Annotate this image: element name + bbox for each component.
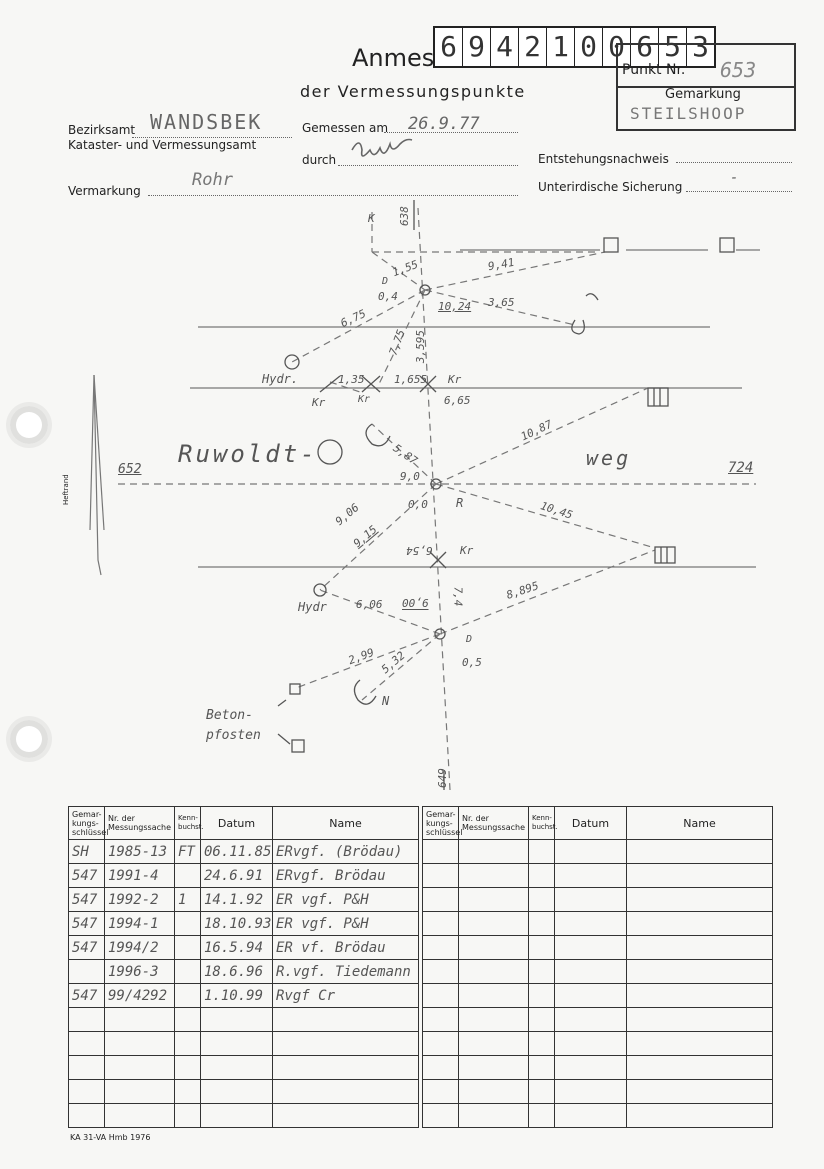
label-kr-4: Kr xyxy=(460,544,474,557)
gemessen-label: Gemessen am xyxy=(302,121,389,135)
label-775: 7,75 xyxy=(386,327,408,358)
table-cell xyxy=(459,1032,529,1056)
label-kr-1: Kr xyxy=(448,373,462,386)
table-row xyxy=(69,1104,419,1128)
kataster-label: Kataster- und Vermessungsamt xyxy=(68,138,257,152)
table-cell xyxy=(627,840,773,864)
table-cell xyxy=(423,1056,459,1080)
table-row xyxy=(423,1104,773,1128)
table-cell xyxy=(555,984,627,1008)
label-587: 5,87 xyxy=(390,441,420,468)
table-row xyxy=(423,1008,773,1032)
label-3595: 3,595 xyxy=(414,329,428,364)
table-cell xyxy=(423,1008,459,1032)
table-cell xyxy=(459,984,529,1008)
stamp-digit: 2 xyxy=(519,28,547,66)
label-135: 1,35 xyxy=(338,373,365,386)
table-cell xyxy=(105,1032,175,1056)
table-cell xyxy=(175,1080,201,1104)
table-cell xyxy=(273,1056,419,1080)
col-messungssache: Nr. der Messungssache xyxy=(105,807,175,840)
table-cell xyxy=(627,984,773,1008)
table-row xyxy=(69,984,419,1008)
table-cell xyxy=(459,864,529,888)
label-1087: 10,87 xyxy=(518,417,555,444)
stamp-digit: 5 xyxy=(659,28,687,66)
table-cell: 18.10.93 xyxy=(201,912,273,936)
table-row xyxy=(423,1056,773,1080)
point-number-value: 653 xyxy=(720,58,757,82)
table-cell xyxy=(627,1008,773,1032)
label-675: 6,75 xyxy=(338,307,369,330)
table-cell xyxy=(627,1032,773,1056)
table-cell: SH xyxy=(69,840,105,864)
vermarkung-value: Rohr xyxy=(192,170,233,190)
table-cell xyxy=(175,1056,201,1080)
table-cell xyxy=(273,1008,419,1032)
table-cell xyxy=(423,960,459,984)
label-8895: 8,895 xyxy=(504,579,541,602)
table-cell: 14.1.92 xyxy=(201,888,273,912)
table-row xyxy=(69,936,419,960)
label-1655: 1,655 xyxy=(394,373,428,386)
col-name: Name xyxy=(627,807,773,840)
table-cell xyxy=(459,888,529,912)
table-cell xyxy=(175,1104,201,1128)
label-hydr-top: Hydr. xyxy=(262,372,299,386)
table-cell xyxy=(423,840,459,864)
col-gemarkung: Gemar-kungs-schlüssel xyxy=(69,807,105,840)
table-cell: ERvgf. (Brödau) xyxy=(273,840,419,864)
table-cell: 06.11.85 xyxy=(201,840,273,864)
col-gemarkung: Gemar-kungs-schlüssel xyxy=(423,807,459,840)
table-cell xyxy=(175,1032,201,1056)
table-cell xyxy=(423,984,459,1008)
table-row xyxy=(423,1080,773,1104)
table-cell xyxy=(627,1056,773,1080)
table-cell xyxy=(423,888,459,912)
table-cell xyxy=(459,1104,529,1128)
table-cell xyxy=(423,936,459,960)
bezirksamt-label: Bezirksamt xyxy=(68,123,136,137)
table-cell xyxy=(459,936,529,960)
table-cell xyxy=(423,1032,459,1056)
table-cell xyxy=(555,1104,627,1128)
stamp-digit: 6 xyxy=(631,28,659,66)
table-cell: 1992-2 xyxy=(105,888,175,912)
label-d04-top: D xyxy=(382,276,389,287)
label-665: 6,65 xyxy=(444,394,471,407)
label-900: 9,00 xyxy=(402,596,429,609)
col-datum: Datum xyxy=(201,807,273,840)
table-cell xyxy=(529,888,555,912)
table-cell xyxy=(201,1104,273,1128)
stamp-digit: 0 xyxy=(603,28,631,66)
col-kennbuchst: Kenn-buchst. xyxy=(529,807,555,840)
table-cell xyxy=(175,1008,201,1032)
table-cell xyxy=(201,1032,273,1056)
gemarkung-label: Gemarkung xyxy=(665,87,741,102)
table-cell xyxy=(627,936,773,960)
table-row xyxy=(69,1008,419,1032)
label-d04-bot: 0,4 xyxy=(378,290,398,303)
form-footer: KA 31-VA Hmb 1976 xyxy=(70,1133,151,1142)
label-1024: 10,24 xyxy=(438,300,472,313)
table-cell xyxy=(423,864,459,888)
table-row xyxy=(69,960,419,984)
label-1045: 10,45 xyxy=(538,499,575,522)
unterirdisch-value: - xyxy=(730,170,739,186)
label-hydr-bottom: Hydr xyxy=(298,600,327,614)
table-cell xyxy=(627,1104,773,1128)
label-kr-2: Kr xyxy=(312,396,326,409)
table-cell xyxy=(627,912,773,936)
table-cell xyxy=(529,1056,555,1080)
table-cell xyxy=(201,1008,273,1032)
stamp-digit: 6 xyxy=(435,28,463,66)
table-cell: 1996-3 xyxy=(105,960,175,984)
stamp-digit: 0 xyxy=(575,28,603,66)
label-d05-bot: 0,5 xyxy=(462,656,482,669)
table-row xyxy=(423,888,773,912)
label-beton: Beton- xyxy=(206,708,253,723)
table-cell xyxy=(627,960,773,984)
table-row xyxy=(423,984,773,1008)
table-cell xyxy=(175,984,201,1008)
point-652: 652 xyxy=(118,462,142,477)
table-cell xyxy=(69,1104,105,1128)
table-cell: ER vf. Brödau xyxy=(273,936,419,960)
table-cell: 18.6.96 xyxy=(201,960,273,984)
table-cell xyxy=(459,1080,529,1104)
label-pfosten: pfosten xyxy=(206,728,261,743)
table-cell: 1 xyxy=(175,888,201,912)
table-cell: 547 xyxy=(69,936,105,960)
table-cell xyxy=(273,1032,419,1056)
vermarkung-label: Vermarkung xyxy=(68,184,141,198)
table-row xyxy=(69,840,419,864)
table-cell xyxy=(423,1080,459,1104)
table-cell xyxy=(105,1104,175,1128)
table-cell: R.vgf. Tiedemann xyxy=(273,960,419,984)
table-row xyxy=(423,912,773,936)
table-row xyxy=(69,1056,419,1080)
table-cell xyxy=(273,1080,419,1104)
label-n: N xyxy=(382,694,390,708)
stamp-digit: 1 xyxy=(547,28,575,66)
table-row xyxy=(69,1032,419,1056)
table-cell xyxy=(555,1008,627,1032)
table-cell xyxy=(175,960,201,984)
table-cell: 547 xyxy=(69,984,105,1008)
table-cell: ER vgf. P&H xyxy=(273,912,419,936)
table-cell xyxy=(529,912,555,936)
table-cell xyxy=(175,936,201,960)
table-cell xyxy=(627,1080,773,1104)
table-cell xyxy=(555,1056,627,1080)
table-cell xyxy=(175,864,201,888)
table-cell xyxy=(529,1080,555,1104)
table-cell xyxy=(555,936,627,960)
street-name-left: Ruwoldt- xyxy=(178,440,318,468)
table-cell xyxy=(105,1080,175,1104)
label-r: R xyxy=(456,496,464,510)
table-cell xyxy=(423,1104,459,1128)
label-kr-3: Kr xyxy=(358,394,371,405)
label-906: 9,06 xyxy=(332,501,362,528)
table-row xyxy=(423,960,773,984)
table-cell xyxy=(69,1008,105,1032)
bezirksamt-value: WANDSBEK xyxy=(150,110,263,134)
table-cell xyxy=(459,1008,529,1032)
label-606: 6,06 xyxy=(356,598,383,611)
table-row xyxy=(423,936,773,960)
label-365: 3,65 xyxy=(488,296,515,309)
label-654: 6,54 xyxy=(406,544,433,557)
table-cell xyxy=(459,1056,529,1080)
title-line-1: Anmes xyxy=(352,44,435,72)
table-cell xyxy=(555,960,627,984)
table-cell: 1994-1 xyxy=(105,912,175,936)
table-cell: 1994/2 xyxy=(105,936,175,960)
table-cell xyxy=(529,1032,555,1056)
unterirdisch-label: Unterirdische Sicherung xyxy=(538,180,683,194)
table-cell xyxy=(529,1008,555,1032)
table-cell xyxy=(529,984,555,1008)
point-number-label: Punkt Nr. xyxy=(622,62,686,78)
label-299: 2,99 xyxy=(346,645,376,668)
label-941: 9,41 xyxy=(487,255,516,274)
table-cell xyxy=(555,1080,627,1104)
stamp-digit: 3 xyxy=(692,30,709,63)
label-90: 9,0 xyxy=(400,470,420,483)
table-cell: 16.5.94 xyxy=(201,936,273,960)
table-cell xyxy=(555,912,627,936)
table-cell xyxy=(555,840,627,864)
stamp-digit: 4 xyxy=(491,28,519,66)
table-cell: 1.10.99 xyxy=(201,984,273,1008)
table-cell xyxy=(105,1056,175,1080)
col-messungssache: Nr. der Messungssache xyxy=(459,807,529,840)
durch-label: durch xyxy=(302,153,337,167)
entstehung-label: Entstehungsnachweis xyxy=(538,152,669,166)
table-cell: ER vgf. P&H xyxy=(273,888,419,912)
table-cell: 1985-13 xyxy=(105,840,175,864)
table-cell: 24.6.91 xyxy=(201,864,273,888)
table-cell: ERvgf. Brödau xyxy=(273,864,419,888)
table-cell xyxy=(69,1056,105,1080)
title-line-2: der Vermessungspunkte xyxy=(300,82,526,101)
table-cell: Rvgf Cr xyxy=(273,984,419,1008)
gemessen-value: 26.9.77 xyxy=(408,114,480,134)
table-cell xyxy=(201,1080,273,1104)
label-00: 0,0 xyxy=(408,498,428,511)
table-cell xyxy=(555,1032,627,1056)
table-cell xyxy=(627,864,773,888)
label-k: K xyxy=(368,212,375,225)
table-cell: 99/4292 xyxy=(105,984,175,1008)
label-532: 5,32 xyxy=(378,649,408,676)
table-cell: 1991-4 xyxy=(105,864,175,888)
history-table-right xyxy=(422,806,773,1128)
table-cell xyxy=(459,912,529,936)
table-row xyxy=(69,888,419,912)
gemarkung-value: STEILSHOOP xyxy=(630,104,747,123)
table-cell xyxy=(175,912,201,936)
table-cell xyxy=(555,888,627,912)
table-row xyxy=(423,864,773,888)
label-155: 1,55 xyxy=(390,257,420,280)
label-74: 7,4 xyxy=(451,586,465,607)
table-cell xyxy=(459,840,529,864)
table-cell xyxy=(423,912,459,936)
street-name-right: weg xyxy=(586,446,632,470)
col-name: Name xyxy=(273,807,419,840)
table-cell xyxy=(529,960,555,984)
table-row xyxy=(423,1032,773,1056)
point-638: 638 xyxy=(398,206,411,226)
table-cell xyxy=(529,936,555,960)
point-649: 649 xyxy=(436,768,449,788)
table-cell: 547 xyxy=(69,888,105,912)
table-cell xyxy=(69,960,105,984)
table-row xyxy=(69,864,419,888)
table-cell xyxy=(69,1080,105,1104)
table-cell: 547 xyxy=(69,864,105,888)
table-cell xyxy=(69,1032,105,1056)
history-table-left xyxy=(68,806,419,1128)
table-cell xyxy=(459,960,529,984)
table-cell: 547 xyxy=(69,912,105,936)
table-cell: FT xyxy=(175,840,201,864)
table-cell xyxy=(529,864,555,888)
col-kennbuchst: Kenn-buchst. xyxy=(175,807,201,840)
point-724: 724 xyxy=(728,460,754,476)
table-cell xyxy=(529,1104,555,1128)
table-row xyxy=(69,912,419,936)
table-cell xyxy=(105,1008,175,1032)
table-cell xyxy=(555,864,627,888)
table-cell xyxy=(529,840,555,864)
heftrand-label: Heftrand xyxy=(62,474,70,505)
table-row xyxy=(423,840,773,864)
table-cell xyxy=(627,888,773,912)
stamp-digit: 9 xyxy=(463,28,491,66)
table-cell xyxy=(273,1104,419,1128)
table-row xyxy=(69,1080,419,1104)
label-d05-top: D xyxy=(466,634,473,645)
label-915: 9,15 xyxy=(350,523,380,550)
table-cell xyxy=(201,1056,273,1080)
col-datum: Datum xyxy=(555,807,627,840)
